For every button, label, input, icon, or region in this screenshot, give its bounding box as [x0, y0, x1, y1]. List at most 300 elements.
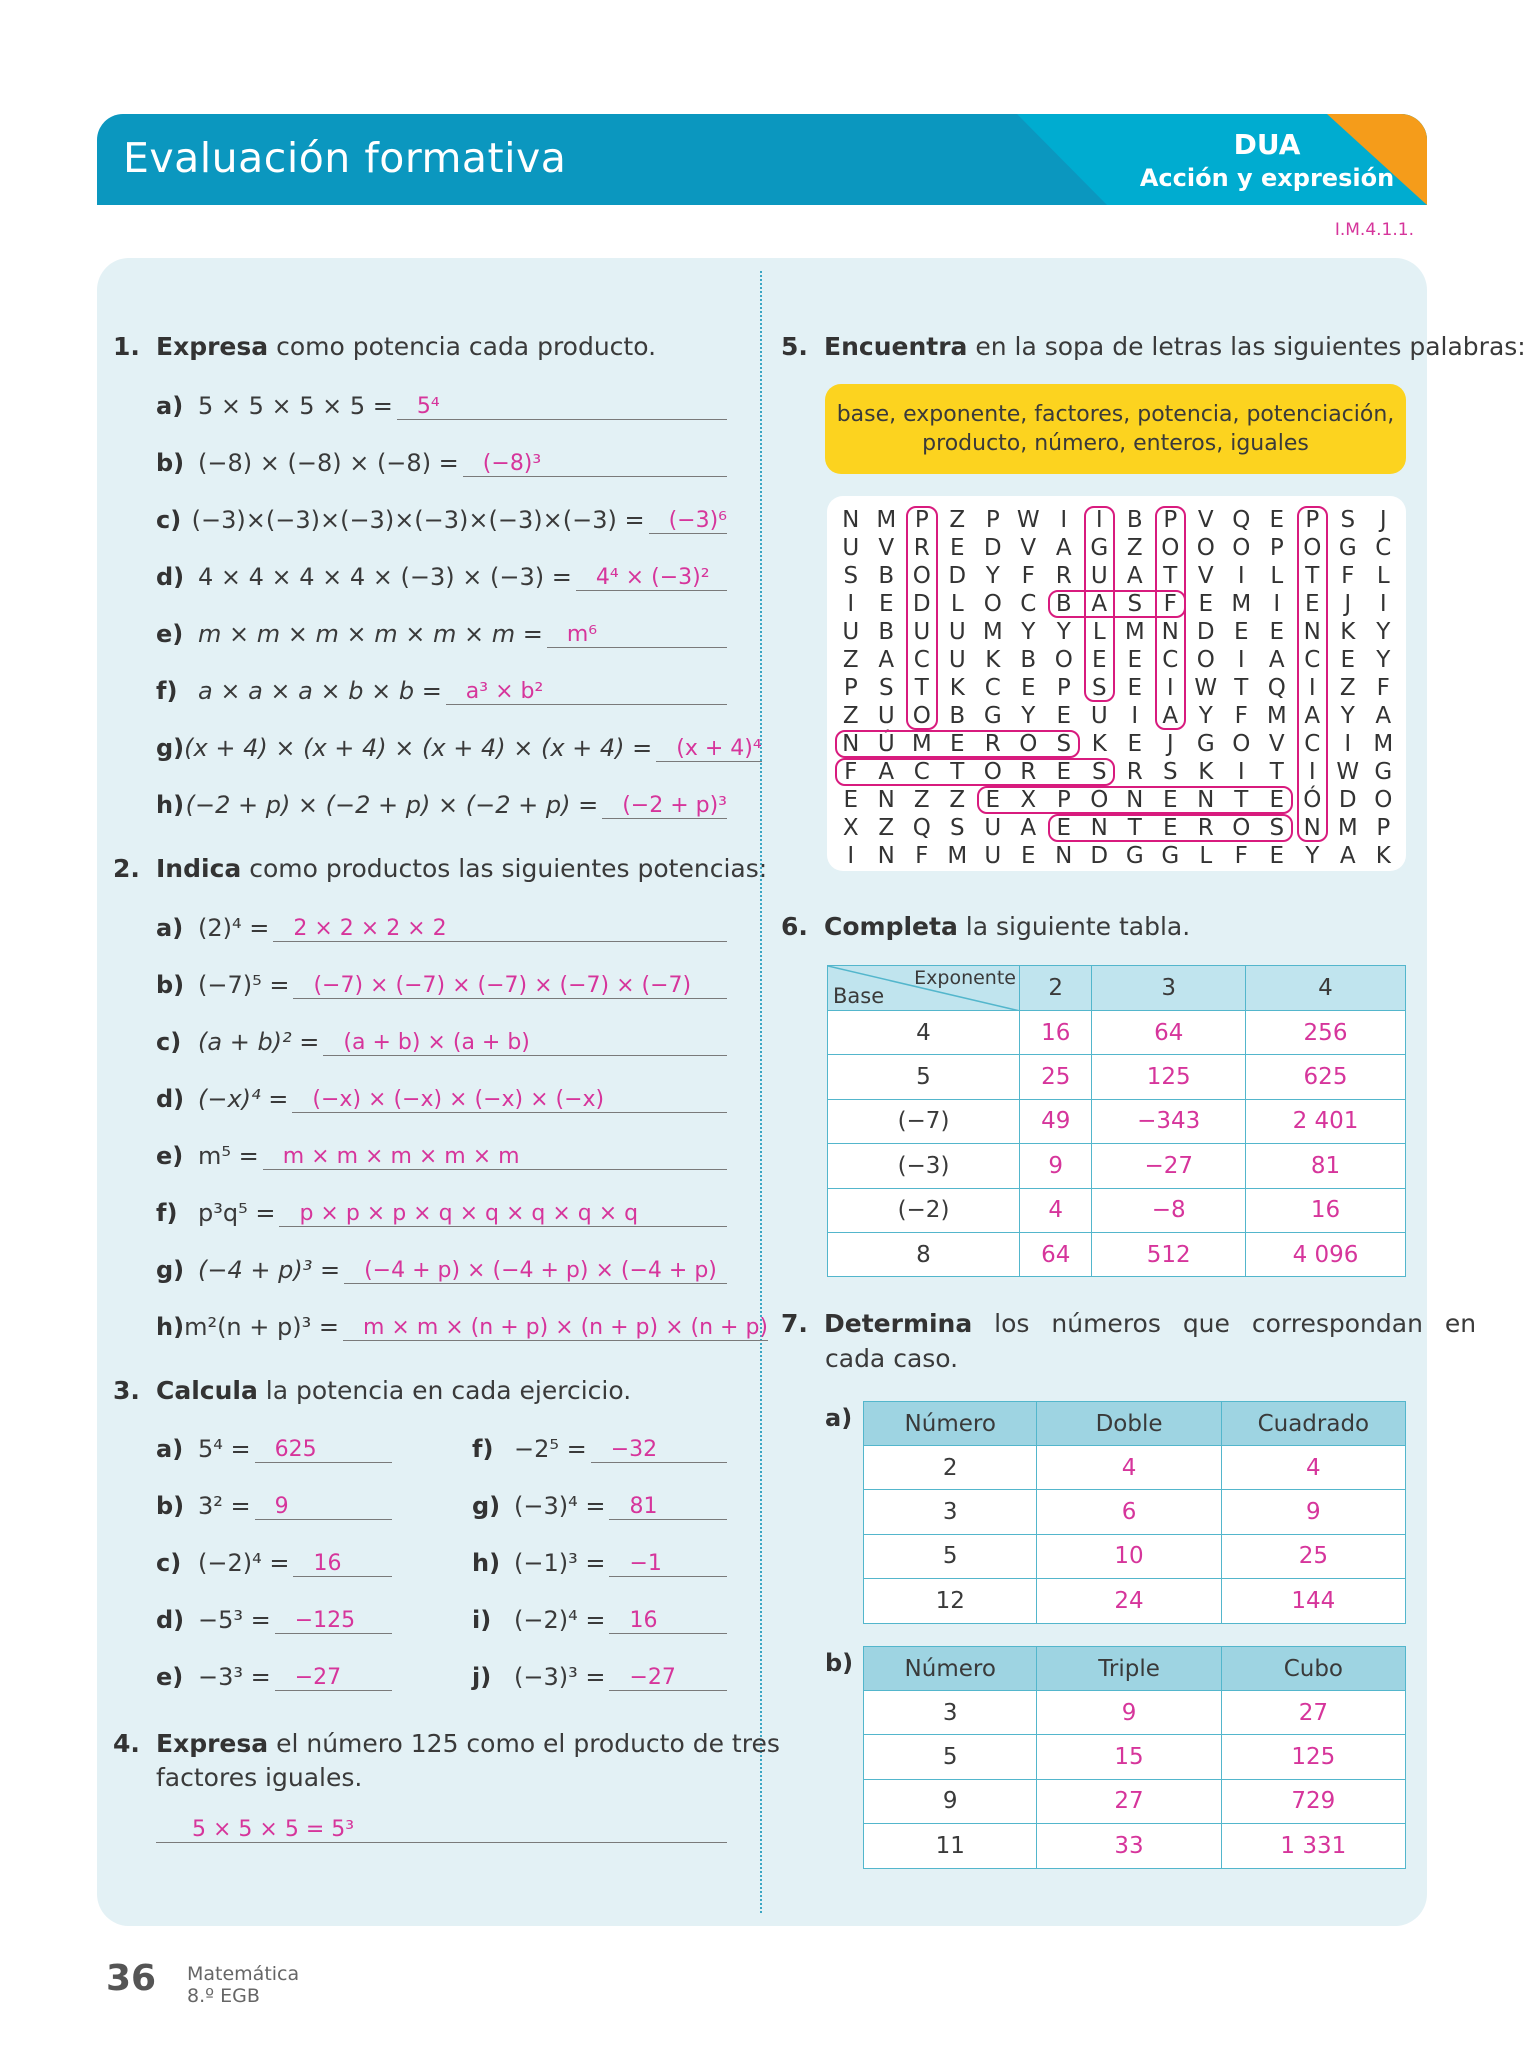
letter-cell[interactable]: S [1127, 591, 1143, 617]
letter-cell[interactable]: E [1056, 703, 1072, 729]
letter-cell[interactable]: R [913, 535, 930, 561]
answer-field[interactable]: −27 [609, 1666, 727, 1691]
letter-cell[interactable]: O [1196, 535, 1215, 561]
number-cell: 9 [864, 1779, 1037, 1823]
letter-cell[interactable]: P [1305, 507, 1320, 533]
letter-cell[interactable]: Y [1305, 843, 1320, 869]
result-cell[interactable]: 4 [1221, 1446, 1405, 1490]
letter-cell[interactable]: U [984, 843, 1002, 869]
letter-cell[interactable]: G [1196, 731, 1215, 757]
letter-cell[interactable]: U [948, 619, 966, 645]
letter-cell[interactable]: E [1127, 731, 1143, 757]
letter-cell[interactable]: E [985, 787, 1001, 813]
letter-cell[interactable]: R [1197, 815, 1214, 841]
result-cell[interactable]: 9 [1221, 1490, 1405, 1534]
letter-cell[interactable]: G [1374, 759, 1393, 785]
letter-cell[interactable]: G [1338, 535, 1357, 561]
letter-cell[interactable]: I [1308, 675, 1316, 701]
letter-cell[interactable]: V [878, 535, 895, 561]
letter-cell[interactable]: I [1060, 507, 1068, 533]
letter-cell[interactable]: L [1376, 563, 1390, 589]
letter-cell[interactable]: C [913, 647, 930, 673]
letter-cell[interactable]: I [1237, 759, 1245, 785]
result-cell[interactable]: 4 096 [1246, 1232, 1406, 1276]
letter-cell[interactable]: M [911, 731, 932, 757]
answer-field[interactable]: (−7) × (−7) × (−7) × (−7) × (−7) [293, 974, 727, 999]
letter-cell[interactable]: O [1196, 647, 1215, 673]
answer-field[interactable]: (a + b) × (a + b) [323, 1031, 727, 1056]
letter-cell[interactable]: J [1166, 731, 1174, 757]
result-cell[interactable]: 81 [1246, 1144, 1406, 1188]
result-cell[interactable]: 27 [1221, 1691, 1405, 1735]
result-cell[interactable]: 25 [1221, 1534, 1405, 1578]
result-cell[interactable]: 24 [1037, 1579, 1221, 1623]
result-cell[interactable]: 512 [1092, 1232, 1246, 1276]
letter-cell[interactable]: S [949, 815, 965, 841]
answer-field[interactable]: −32 [591, 1438, 727, 1463]
letter-cell[interactable]: O [1090, 787, 1109, 813]
answer-field[interactable]: (−8)³ [463, 452, 727, 477]
letter-cell[interactable]: P [843, 675, 858, 701]
letter-cell[interactable]: E [1304, 591, 1320, 617]
letter-cell[interactable]: E [1269, 507, 1285, 533]
letter-cell[interactable]: A [1020, 815, 1037, 841]
result-cell[interactable]: 1 331 [1221, 1824, 1405, 1868]
letter-cell[interactable]: K [1091, 731, 1107, 757]
letter-cell[interactable]: U [984, 815, 1002, 841]
letter-cell[interactable]: S [1091, 759, 1107, 785]
letter-cell[interactable]: L [1270, 563, 1284, 589]
letter-cell[interactable]: N [1090, 815, 1108, 841]
letter-cell[interactable]: J [1379, 507, 1387, 533]
letter-cell[interactable]: Y [1198, 703, 1213, 729]
letter-cell[interactable]: Y [1056, 619, 1071, 645]
q3-heading: 3. Calcula la potencia en cada ejercicio. [113, 1376, 632, 1405]
answer-field[interactable]: −27 [275, 1666, 392, 1691]
expression: (−7)⁵ = [198, 971, 290, 999]
letter-cell[interactable]: I [1344, 731, 1352, 757]
answer-field[interactable]: a³ × b² [446, 680, 727, 705]
result-cell[interactable]: 125 [1092, 1055, 1246, 1099]
letter-cell[interactable]: E [843, 787, 859, 813]
letter-cell[interactable]: O [1303, 535, 1322, 561]
letter-cell[interactable]: M [1337, 815, 1358, 841]
letter-cell[interactable]: F [1341, 563, 1355, 589]
letter-cell[interactable]: N [842, 731, 860, 757]
answer-field[interactable]: m × m × (n + p) × (n + p) × (n + p) [343, 1316, 768, 1341]
letter-cell[interactable]: N [1197, 787, 1215, 813]
answer-field[interactable]: 625 [255, 1438, 392, 1463]
exponent-header: 3 [1092, 966, 1246, 1011]
letter-cell[interactable]: S [1340, 507, 1356, 533]
letter-cell[interactable]: Z [949, 507, 966, 533]
letter-cell[interactable]: O [1019, 731, 1038, 757]
exercise-row [156, 1298, 768, 1355]
letter-cell[interactable]: Q [912, 815, 931, 841]
letter-cell[interactable]: A [1091, 591, 1108, 617]
letter-cell[interactable]: Z [1126, 535, 1143, 561]
letter-cell[interactable]: E [949, 535, 965, 561]
letter-cell[interactable]: E [1020, 675, 1036, 701]
exercise-row [472, 1477, 727, 1534]
letter-cell[interactable]: F [1021, 563, 1035, 589]
result-cell[interactable]: 16 [1020, 1011, 1092, 1055]
letter-cell[interactable]: R [1126, 759, 1143, 785]
letter-cell[interactable]: A [1268, 647, 1285, 673]
letter-cell[interactable]: S [1162, 759, 1178, 785]
exponent-header: 2 [1020, 966, 1092, 1011]
letter-cell[interactable]: D [983, 535, 1002, 561]
letter-cell[interactable]: A [878, 647, 895, 673]
expression: (−3)⁴ = [514, 1492, 606, 1520]
found-word-enteros [1048, 814, 1293, 842]
letter-cell[interactable]: E [1340, 647, 1356, 673]
answer-field[interactable]: m⁶ [547, 623, 727, 648]
letter-cell[interactable]: C [1162, 647, 1179, 673]
expression: (−1)³ = [514, 1549, 606, 1577]
result-cell[interactable]: 144 [1221, 1579, 1405, 1623]
letter-cell[interactable]: U [1090, 563, 1108, 589]
letter-cell[interactable]: A [1055, 535, 1072, 561]
letter-cell[interactable]: L [1199, 843, 1213, 869]
letter-cell[interactable]: B [1126, 507, 1143, 533]
letter-cell[interactable]: I [1095, 507, 1103, 533]
letter-cell[interactable]: C [913, 759, 930, 785]
letter-cell[interactable]: Z [878, 815, 895, 841]
letter-cell[interactable]: T [1127, 815, 1142, 841]
letter-cell[interactable]: E [1056, 759, 1072, 785]
expression: a × a × a × b × b = [198, 677, 442, 705]
letter-cell[interactable]: E [1269, 843, 1285, 869]
letter-cell[interactable]: R [984, 731, 1001, 757]
letter-cell[interactable]: L [1092, 619, 1106, 645]
letter-cell[interactable]: I [1308, 759, 1316, 785]
letter-cell[interactable]: W [1336, 759, 1360, 785]
letter-cell[interactable]: A [1375, 703, 1392, 729]
letter-cell[interactable]: C [1304, 731, 1321, 757]
letter-cell[interactable]: P [1163, 507, 1178, 533]
letter-cell[interactable]: E [1020, 843, 1036, 869]
answer-field[interactable]: p × p × p × q × q × q × q × q [279, 1202, 727, 1227]
letter-cell[interactable]: M [1231, 591, 1252, 617]
answer-field[interactable]: 2 × 2 × 2 × 2 [273, 917, 727, 942]
q2-heading: 2. Indica como productos las siguientes potencias: [113, 854, 768, 883]
result-cell[interactable]: 4 [1037, 1446, 1221, 1490]
letter-cell[interactable]: T [1269, 759, 1284, 785]
letter-cell[interactable]: E [1269, 619, 1285, 645]
letter-cell[interactable]: Z [913, 787, 930, 813]
letter-cell[interactable]: F [1234, 843, 1248, 869]
q7-heading: 7. Determina los números que correspondan en [781, 1309, 1477, 1338]
letter-cell[interactable]: B [878, 563, 895, 589]
letter-cell[interactable]: E [1162, 787, 1178, 813]
letter-cell[interactable]: Ú [877, 731, 895, 757]
answer-field[interactable]: −1 [609, 1552, 727, 1577]
letter-cell[interactable]: I [1237, 563, 1245, 589]
base-cell: 5 [828, 1055, 1020, 1099]
letter-cell[interactable]: Q [1232, 507, 1251, 533]
q4-answer[interactable]: 5 × 5 × 5 = 5³ [156, 1818, 727, 1843]
letter-cell[interactable]: N [1303, 619, 1321, 645]
item-label: h) [156, 1313, 185, 1341]
letter-cell[interactable]: O [912, 703, 931, 729]
letter-cell[interactable]: F [915, 843, 929, 869]
letter-cell[interactable]: G [1125, 843, 1144, 869]
result-cell[interactable]: −27 [1092, 1144, 1246, 1188]
table-row [864, 1490, 1406, 1534]
letter-cell[interactable]: P [985, 507, 1000, 533]
letter-cell[interactable]: I [1166, 675, 1174, 701]
q5-heading: 5. Encuentra en la sopa de letras las siguientes palabras: [781, 332, 1526, 361]
letter-cell[interactable]: B [949, 703, 966, 729]
result-cell[interactable]: 33 [1037, 1824, 1221, 1868]
letter-cell[interactable]: V [1268, 731, 1285, 757]
result-cell[interactable]: 729 [1221, 1779, 1405, 1823]
letter-cell[interactable]: T [950, 759, 965, 785]
letter-cell[interactable]: K [949, 675, 965, 701]
letter-cell[interactable]: K [1198, 759, 1214, 785]
result-cell[interactable]: 25 [1020, 1055, 1092, 1099]
letter-cell[interactable]: A [878, 759, 895, 785]
letter-cell[interactable]: O [912, 563, 931, 589]
item-label: g) [156, 1256, 185, 1284]
result-cell[interactable]: −8 [1092, 1188, 1246, 1232]
letter-cell[interactable]: E [1127, 647, 1143, 673]
letter-cell[interactable]: M [982, 619, 1003, 645]
result-cell[interactable]: 49 [1020, 1099, 1092, 1143]
letter-cell[interactable]: N [1055, 843, 1073, 869]
letter-cell[interactable]: F [1234, 703, 1248, 729]
letter-cell[interactable]: S [843, 563, 859, 589]
letter-cell[interactable]: U [842, 619, 860, 645]
letter-cell[interactable]: U [913, 619, 931, 645]
letter-cell[interactable]: P [1056, 787, 1071, 813]
letter-cell[interactable]: X [1020, 787, 1037, 813]
letter-cell[interactable]: D [948, 563, 967, 589]
expression: (−2 + p) × (−2 + p) × (−2 + p) = [185, 791, 599, 819]
letter-cell[interactable]: K [1375, 843, 1391, 869]
answer-field[interactable]: (−x) × (−x) × (−x) × (−x) [292, 1088, 727, 1113]
answer-field[interactable]: (−3)⁶ [649, 509, 727, 534]
letter-cell[interactable]: O [1374, 787, 1393, 813]
answer-field[interactable]: (−2 + p)³ [602, 794, 727, 819]
letter-cell[interactable]: M [947, 843, 968, 869]
result-cell[interactable]: 15 [1037, 1735, 1221, 1779]
letter-cell[interactable]: C [1375, 535, 1392, 561]
letter-cell[interactable]: C [984, 675, 1001, 701]
column-header: Doble [1037, 1402, 1221, 1446]
letter-cell[interactable]: O [983, 591, 1002, 617]
letter-cell[interactable]: B [1055, 591, 1072, 617]
answer-field[interactable]: (−4 + p) × (−4 + p) × (−4 + p) [344, 1259, 727, 1284]
letter-cell[interactable]: E [1269, 787, 1285, 813]
letter-cell[interactable]: W [1194, 675, 1218, 701]
letter-cell[interactable]: C [1304, 647, 1321, 673]
letter-cell[interactable]: N [1303, 815, 1321, 841]
letter-cell[interactable]: M [1124, 619, 1145, 645]
result-cell[interactable]: 16 [1246, 1188, 1406, 1232]
letter-cell[interactable]: U [842, 535, 860, 561]
letter-cell[interactable]: U [877, 703, 895, 729]
letter-cell[interactable]: O [1232, 731, 1251, 757]
letter-cell[interactable]: Ó [1303, 787, 1322, 813]
letter-cell[interactable]: A [1339, 843, 1356, 869]
letter-cell[interactable]: G [1161, 843, 1180, 869]
letter-cell[interactable]: C [1020, 591, 1037, 617]
letter-cell[interactable]: L [950, 591, 964, 617]
letter-cell[interactable]: V [1197, 563, 1214, 589]
letter-cell[interactable]: O [1232, 535, 1251, 561]
letter-cell[interactable]: B [878, 619, 895, 645]
exercise-row [156, 1477, 392, 1534]
letter-cell[interactable]: U [1090, 703, 1108, 729]
result-cell[interactable]: 64 [1020, 1232, 1092, 1276]
letter-cell[interactable]: M [876, 507, 897, 533]
found-word-potenciacion [1297, 506, 1329, 842]
letter-cell[interactable]: O [1232, 815, 1251, 841]
letter-cell[interactable]: Z [1339, 675, 1356, 701]
letter-cell[interactable]: T [914, 675, 929, 701]
header-row [864, 1402, 1406, 1446]
result-cell[interactable]: 9 [1020, 1144, 1092, 1188]
letter-cell[interactable]: E [949, 731, 965, 757]
letter-cell[interactable]: N [1161, 619, 1179, 645]
result-cell[interactable]: 27 [1037, 1779, 1221, 1823]
letter-cell[interactable]: Y [1021, 619, 1036, 645]
expression: (−3)×(−3)×(−3)×(−3)×(−3)×(−3) = [191, 506, 645, 534]
letter-cell[interactable]: V [1197, 507, 1214, 533]
letter-cell[interactable]: P [1269, 535, 1284, 561]
letter-cell[interactable]: R [1020, 759, 1037, 785]
answer-field[interactable]: (x + 4)⁴ [656, 737, 761, 762]
table-row [828, 1232, 1406, 1276]
letter-cell[interactable]: P [1056, 675, 1071, 701]
letter-cell[interactable]: N [877, 843, 895, 869]
letter-cell[interactable]: I [847, 843, 855, 869]
letter-cell[interactable]: D [912, 591, 931, 617]
exercise-row [156, 719, 762, 776]
letter-cell[interactable]: F [1163, 591, 1177, 617]
letter-cell[interactable]: I [1237, 647, 1245, 673]
letter-cell[interactable]: E [1127, 675, 1143, 701]
letter-cell[interactable]: W [1016, 507, 1040, 533]
result-cell[interactable]: 10 [1037, 1534, 1221, 1578]
letter-cell[interactable]: T [1234, 787, 1249, 813]
result-cell[interactable]: 625 [1246, 1055, 1406, 1099]
letter-cell[interactable]: O [1054, 647, 1073, 673]
answer-field[interactable]: 5⁴ [397, 395, 727, 420]
letter-cell[interactable]: R [1055, 563, 1072, 589]
answer-field[interactable]: 81 [609, 1495, 727, 1520]
letter-cell[interactable]: P [914, 507, 929, 533]
letter-cell[interactable]: O [1161, 535, 1180, 561]
letter-cell[interactable]: S [1091, 675, 1107, 701]
letter-cell[interactable]: K [1340, 619, 1356, 645]
answer-field[interactable]: 4⁴ × (−3)² [576, 566, 727, 591]
letter-cell[interactable]: Z [949, 787, 966, 813]
letter-cell[interactable]: Z [842, 647, 859, 673]
letter-cell[interactable]: T [1163, 563, 1178, 589]
letter-cell[interactable]: Y [1376, 619, 1391, 645]
q2-items [156, 899, 768, 1355]
letter-cell[interactable]: U [948, 647, 966, 673]
letter-cell[interactable]: O [983, 759, 1002, 785]
letter-cell[interactable]: E [1198, 591, 1214, 617]
letter-cell[interactable]: N [1126, 787, 1144, 813]
result-cell[interactable]: 125 [1221, 1735, 1405, 1779]
letter-cell[interactable]: B [1020, 647, 1037, 673]
result-cell[interactable]: 64 [1092, 1011, 1246, 1055]
letter-cell[interactable]: S [1056, 731, 1072, 757]
answer-field[interactable]: 16 [293, 1552, 392, 1577]
letter-cell[interactable]: G [983, 703, 1002, 729]
letter-cell[interactable]: E [1056, 815, 1072, 841]
letter-cell[interactable]: T [1305, 563, 1320, 589]
letter-cell[interactable]: N [877, 787, 895, 813]
letter-cell[interactable]: Y [1376, 647, 1391, 673]
answer-field[interactable]: 9 [255, 1495, 392, 1520]
letter-cell[interactable]: I [847, 591, 855, 617]
result-cell[interactable]: −343 [1092, 1099, 1246, 1143]
result-cell[interactable]: 9 [1037, 1691, 1221, 1735]
letter-cell[interactable]: J [1344, 591, 1352, 617]
letter-cell[interactable]: Y [985, 563, 1000, 589]
letter-cell[interactable]: M [1373, 731, 1394, 757]
column-header: Número [864, 1402, 1037, 1446]
letter-cell[interactable]: G [1090, 535, 1109, 561]
item-label: h) [472, 1549, 501, 1577]
letter-cell[interactable]: A [1162, 703, 1179, 729]
letter-cell[interactable]: I [1379, 591, 1387, 617]
letter-cell[interactable]: T [1234, 675, 1249, 701]
letter-cell[interactable]: Y [1021, 703, 1036, 729]
letter-cell[interactable]: A [1126, 563, 1143, 589]
letter-cell[interactable]: K [985, 647, 1001, 673]
letter-cell[interactable]: V [1020, 535, 1037, 561]
letter-cell[interactable]: S [1269, 815, 1285, 841]
result-cell[interactable]: 4 [1020, 1188, 1092, 1232]
table-row [864, 1534, 1406, 1578]
letter-cell[interactable]: Q [1267, 675, 1286, 701]
letter-cell[interactable]: D [1090, 843, 1109, 869]
letter-cell[interactable]: P [1376, 815, 1391, 841]
letter-cell[interactable]: N [842, 507, 860, 533]
letter-cell[interactable]: E [878, 591, 894, 617]
letter-cell[interactable]: E [1162, 815, 1178, 841]
answer-field[interactable]: 16 [609, 1609, 727, 1634]
letter-cell[interactable]: F [844, 759, 858, 785]
answer-field[interactable]: −125 [275, 1609, 392, 1634]
letter-cell[interactable]: A [1304, 703, 1321, 729]
exercise-row [156, 956, 727, 1013]
letter-cell[interactable]: S [878, 675, 894, 701]
result-cell[interactable]: 256 [1246, 1011, 1406, 1055]
result-cell[interactable]: 2 401 [1246, 1099, 1406, 1143]
letter-cell[interactable]: D [1196, 619, 1215, 645]
letter-cell[interactable]: M [1266, 703, 1287, 729]
letter-cell[interactable]: F [1376, 675, 1390, 701]
letter-cell[interactable]: I [1131, 703, 1139, 729]
letter-cell[interactable]: Y [1340, 703, 1355, 729]
letter-cell[interactable]: E [1233, 619, 1249, 645]
letter-cell[interactable]: I [1273, 591, 1281, 617]
letter-cell[interactable]: D [1338, 787, 1357, 813]
letter-cell[interactable]: E [1091, 647, 1107, 673]
letter-cell[interactable]: X [842, 815, 859, 841]
answer-field[interactable]: m × m × m × m × m [263, 1145, 727, 1170]
letter-cell[interactable]: Z [842, 703, 859, 729]
result-cell[interactable]: 6 [1037, 1490, 1221, 1534]
